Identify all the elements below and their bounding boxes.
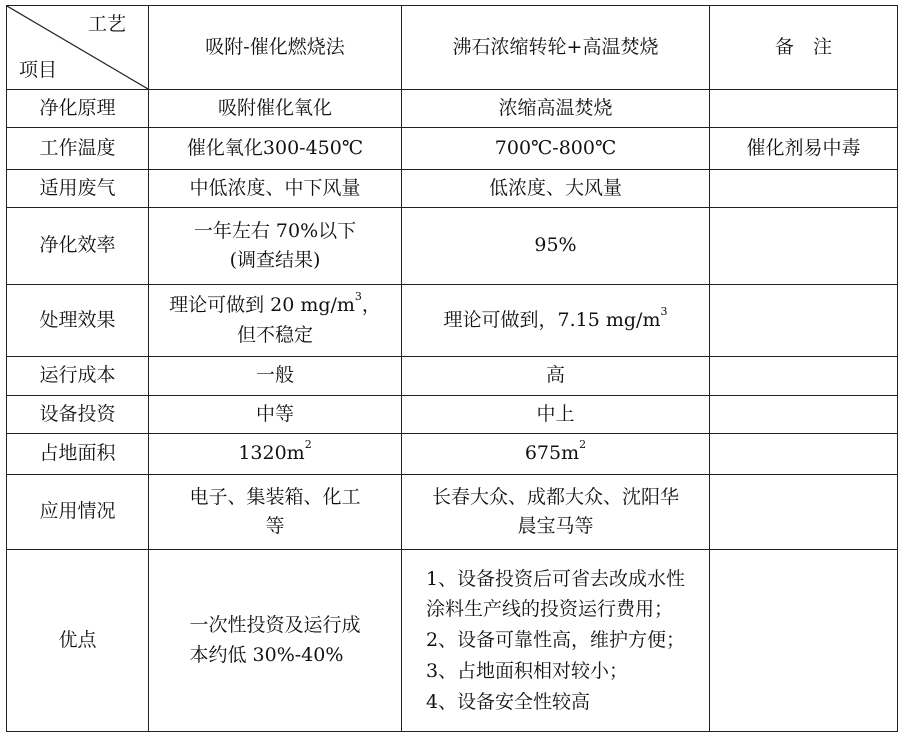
cell-remarks [710, 475, 898, 550]
header-col-adsorption: 吸附-催化燃烧法 [149, 6, 402, 90]
advantages-list [426, 564, 685, 718]
row-label: 设备投资 [7, 396, 149, 434]
cell-adsorption: 中低浓度、中下风量 [149, 170, 402, 208]
cell-line: 一年左右 70%以下 [193, 219, 357, 242]
row-label: 适用废气 [7, 170, 149, 208]
table-row [7, 285, 898, 357]
cell-adsorption: 催化氧化300-450℃ [149, 128, 402, 170]
cell-line: 等 [265, 515, 285, 537]
text-fragment: 1320m [238, 442, 305, 465]
cell-remarks [710, 208, 898, 285]
cell-zeolite: 95% [402, 208, 710, 285]
cell-line: (调查结果) [229, 249, 321, 271]
table-row [7, 434, 898, 475]
row-label: 占地面积 [7, 434, 149, 475]
cell-remarks [710, 90, 898, 128]
cell-zeolite: 中上 [402, 396, 710, 434]
superscript: 2 [304, 438, 312, 452]
row-label: 应用情况 [7, 475, 149, 550]
row-label: 优点 [7, 550, 149, 732]
table-row [7, 90, 898, 128]
text-fragment: ， [361, 294, 381, 317]
cell-adsorption: 一般 [149, 357, 402, 396]
cell-adsorption [149, 550, 402, 732]
cell-line: 晨宝马等 [517, 515, 594, 537]
list-item: 1、设备投资后可省去改成水性 [425, 567, 686, 590]
table-row [7, 396, 898, 434]
cell-adsorption [149, 475, 402, 550]
table-row [7, 357, 898, 396]
cell-adsorption: 吸附催化氧化 [149, 90, 402, 128]
cell-remarks [710, 285, 898, 357]
table-row [7, 128, 898, 170]
comparison-table [6, 5, 898, 732]
row-label: 净化原理 [7, 90, 149, 128]
cell-adsorption [149, 434, 402, 475]
cell-line: 但不稳定 [236, 323, 313, 346]
list-item: 3、占地面积相对较小； [425, 659, 629, 682]
text-fragment: 理论可做到 20 mg/m [169, 294, 355, 317]
superscript: 3 [354, 290, 362, 304]
cell-remarks [710, 170, 898, 208]
cell-remarks [710, 396, 898, 434]
cell-paragraph [189, 611, 360, 670]
cell-zeolite: 700℃-800℃ [402, 128, 710, 170]
cell-zeolite [402, 550, 710, 732]
cell-zeolite [402, 434, 710, 475]
cell-adsorption [149, 208, 402, 285]
list-item: 4、设备安全性较高 [425, 690, 591, 713]
superscript: 3 [660, 304, 668, 318]
table-row [7, 170, 898, 208]
cell-zeolite: 高 [402, 357, 710, 396]
cell-remarks [710, 357, 898, 396]
header-corner-cell [7, 6, 149, 90]
text-fragment: 675m [524, 442, 580, 465]
corner-label-item: 项目 [19, 58, 58, 81]
row-label: 净化效率 [7, 208, 149, 285]
list-item: 涂料生产线的投资运行费用； [425, 598, 673, 621]
text-fragment: 理论可做到，7.15 mg/m [443, 308, 661, 331]
cell-line: 本约低 30%-40% [189, 643, 344, 666]
row-label: 运行成本 [7, 357, 149, 396]
table-row [7, 208, 898, 285]
corner-label-process: 工艺 [87, 13, 126, 35]
cell-line: 一次性投资及运行成 [189, 614, 361, 637]
cell-zeolite: 低浓度、大风量 [402, 170, 710, 208]
cell-line: 电子、集装箱、化工 [189, 485, 361, 508]
cell-remarks [710, 434, 898, 475]
cell-adsorption [149, 285, 402, 357]
cell-zeolite [402, 285, 710, 357]
table-row [7, 475, 898, 550]
cell-remarks [710, 550, 898, 732]
row-label: 工作温度 [7, 128, 149, 170]
table-row [7, 550, 898, 732]
cell-remarks: 催化剂易中毒 [710, 128, 898, 170]
list-item: 2、设备可靠性高，维护方便； [425, 629, 686, 652]
cell-adsorption: 中等 [149, 396, 402, 434]
superscript: 2 [579, 438, 587, 452]
cell-zeolite [402, 475, 710, 550]
cell-line: 长春大众、成都大众、沈阳华 [431, 485, 679, 508]
header-col-remarks: 备 注 [710, 6, 898, 90]
cell-zeolite: 浓缩高温焚烧 [402, 90, 710, 128]
header-row [7, 6, 898, 90]
header-col-zeolite: 沸石浓缩转轮+高温焚烧 [402, 6, 710, 90]
cell-line [155, 291, 395, 320]
row-label: 处理效果 [7, 285, 149, 357]
